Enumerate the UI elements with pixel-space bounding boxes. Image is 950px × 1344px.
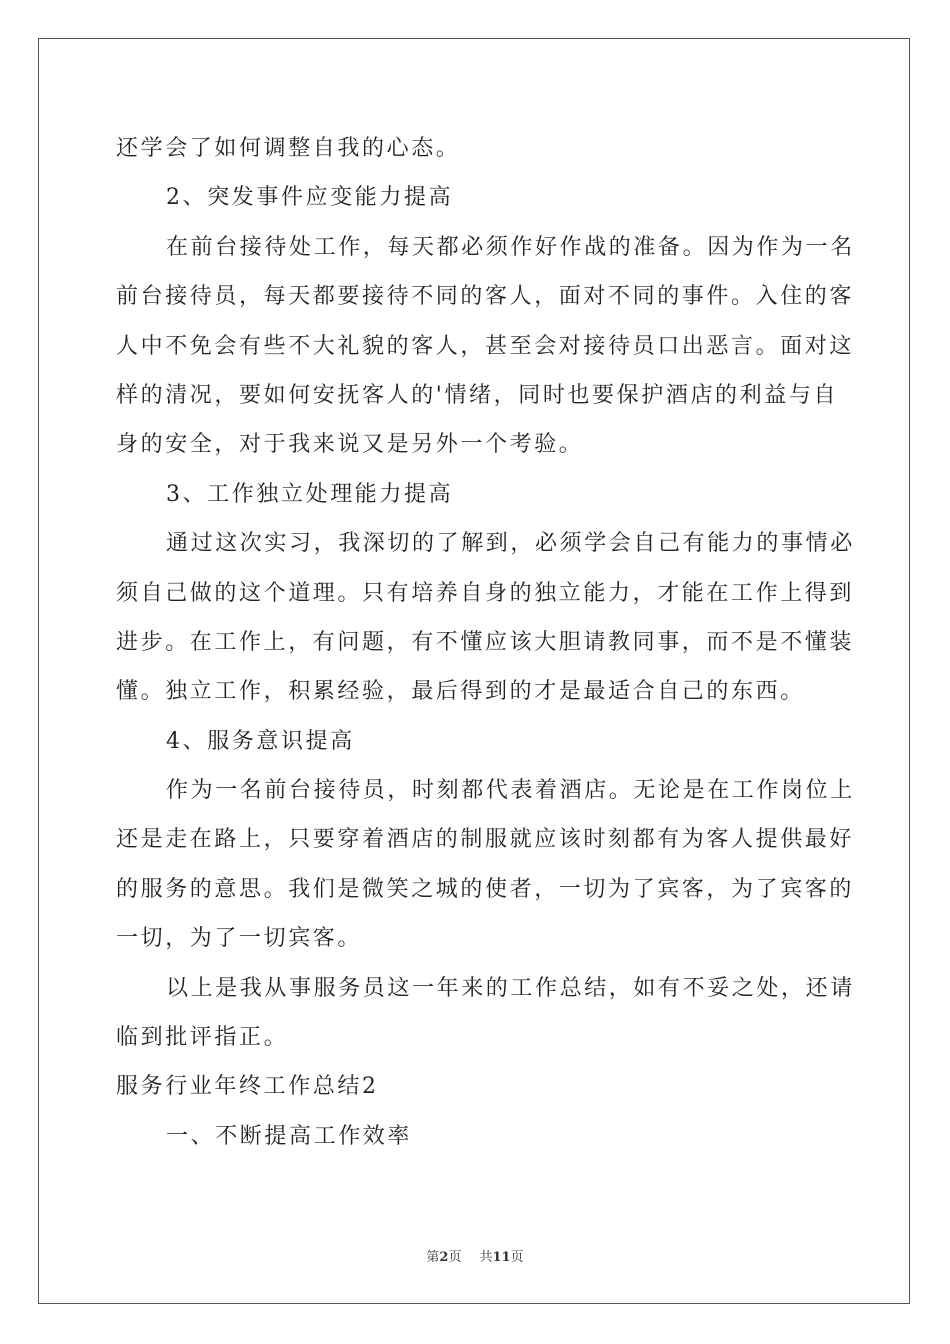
paragraph-line: 以上是我从事服务员这一年来的工作总结，如有不妥之处，还请 (166, 975, 855, 1001)
paragraph-line: 临到批评指正。 (116, 1025, 289, 1051)
paragraph-line: 身的安全，对于我来说又是另外一个考验。 (116, 432, 584, 458)
section-heading-independent-work: 3、工作独立处理能力提高 (166, 481, 454, 507)
page-prefix: 第 (426, 1250, 440, 1265)
total-suffix: 页 (510, 1250, 524, 1265)
section-heading-service-awareness: 4、服务意识提高 (166, 728, 355, 754)
paragraph-line: 作为一名前台接待员，时刻都代表着酒店。无论是在工作岗位上 (166, 778, 855, 804)
paragraph-line: 在前台接待处工作，每天都必须作好作战的准备。因为作为一名 (166, 234, 855, 260)
paragraph-line: 懂。独立工作，积累经验，最后得到的才是最适合自己的东西。 (116, 679, 805, 705)
paragraph-line: 须自己做的这个道理。只有培养自身的独立能力，才能在工作上得到 (116, 580, 855, 606)
paragraph-line: 的服务的意思。我们是微笑之城的使者，一切为了宾客，为了宾客的 (116, 876, 855, 902)
paragraph-line: 人中不免会有些不大礼貌的客人，甚至会对接待员口出恶言。面对这 (116, 333, 855, 359)
total-pages: 11 (492, 1250, 511, 1265)
paragraph-line: 前台接待员，每天都要接待不同的客人，面对不同的事件。入住的客 (116, 284, 855, 310)
paragraph-line: 样的清况，要如何安抚客人的'情绪，同时也要保护酒店的利益与自 (116, 382, 839, 408)
page-footer (0, 1246, 950, 1265)
page-suffix: 页 (448, 1250, 462, 1265)
section-heading-emergency-response: 2、突发事件应变能力提高 (166, 185, 454, 211)
document-body (116, 124, 855, 1161)
page-number: 2 (439, 1250, 449, 1265)
total-prefix: 共 (479, 1250, 493, 1265)
document-title-summary-2: 服务行业年终工作总结2 (116, 1074, 379, 1100)
paragraph-line: 还是走在路上，只要穿着酒店的制服就应该时刻都有为客人提供最好 (116, 827, 855, 853)
paragraph-line: 进步。在工作上，有问题，有不懂应该大胆请教同事，而不是不懂装 (116, 629, 855, 655)
paragraph-line: 还学会了如何调整自我的心态。 (116, 136, 461, 161)
paragraph-line: 一切，为了一切宾客。 (116, 926, 363, 952)
paragraph-line: 通过这次实习，我深切的了解到，必须学会自己有能力的事情必 (166, 531, 855, 557)
section-heading-work-efficiency: 一、不断提高工作效率 (166, 1123, 413, 1149)
